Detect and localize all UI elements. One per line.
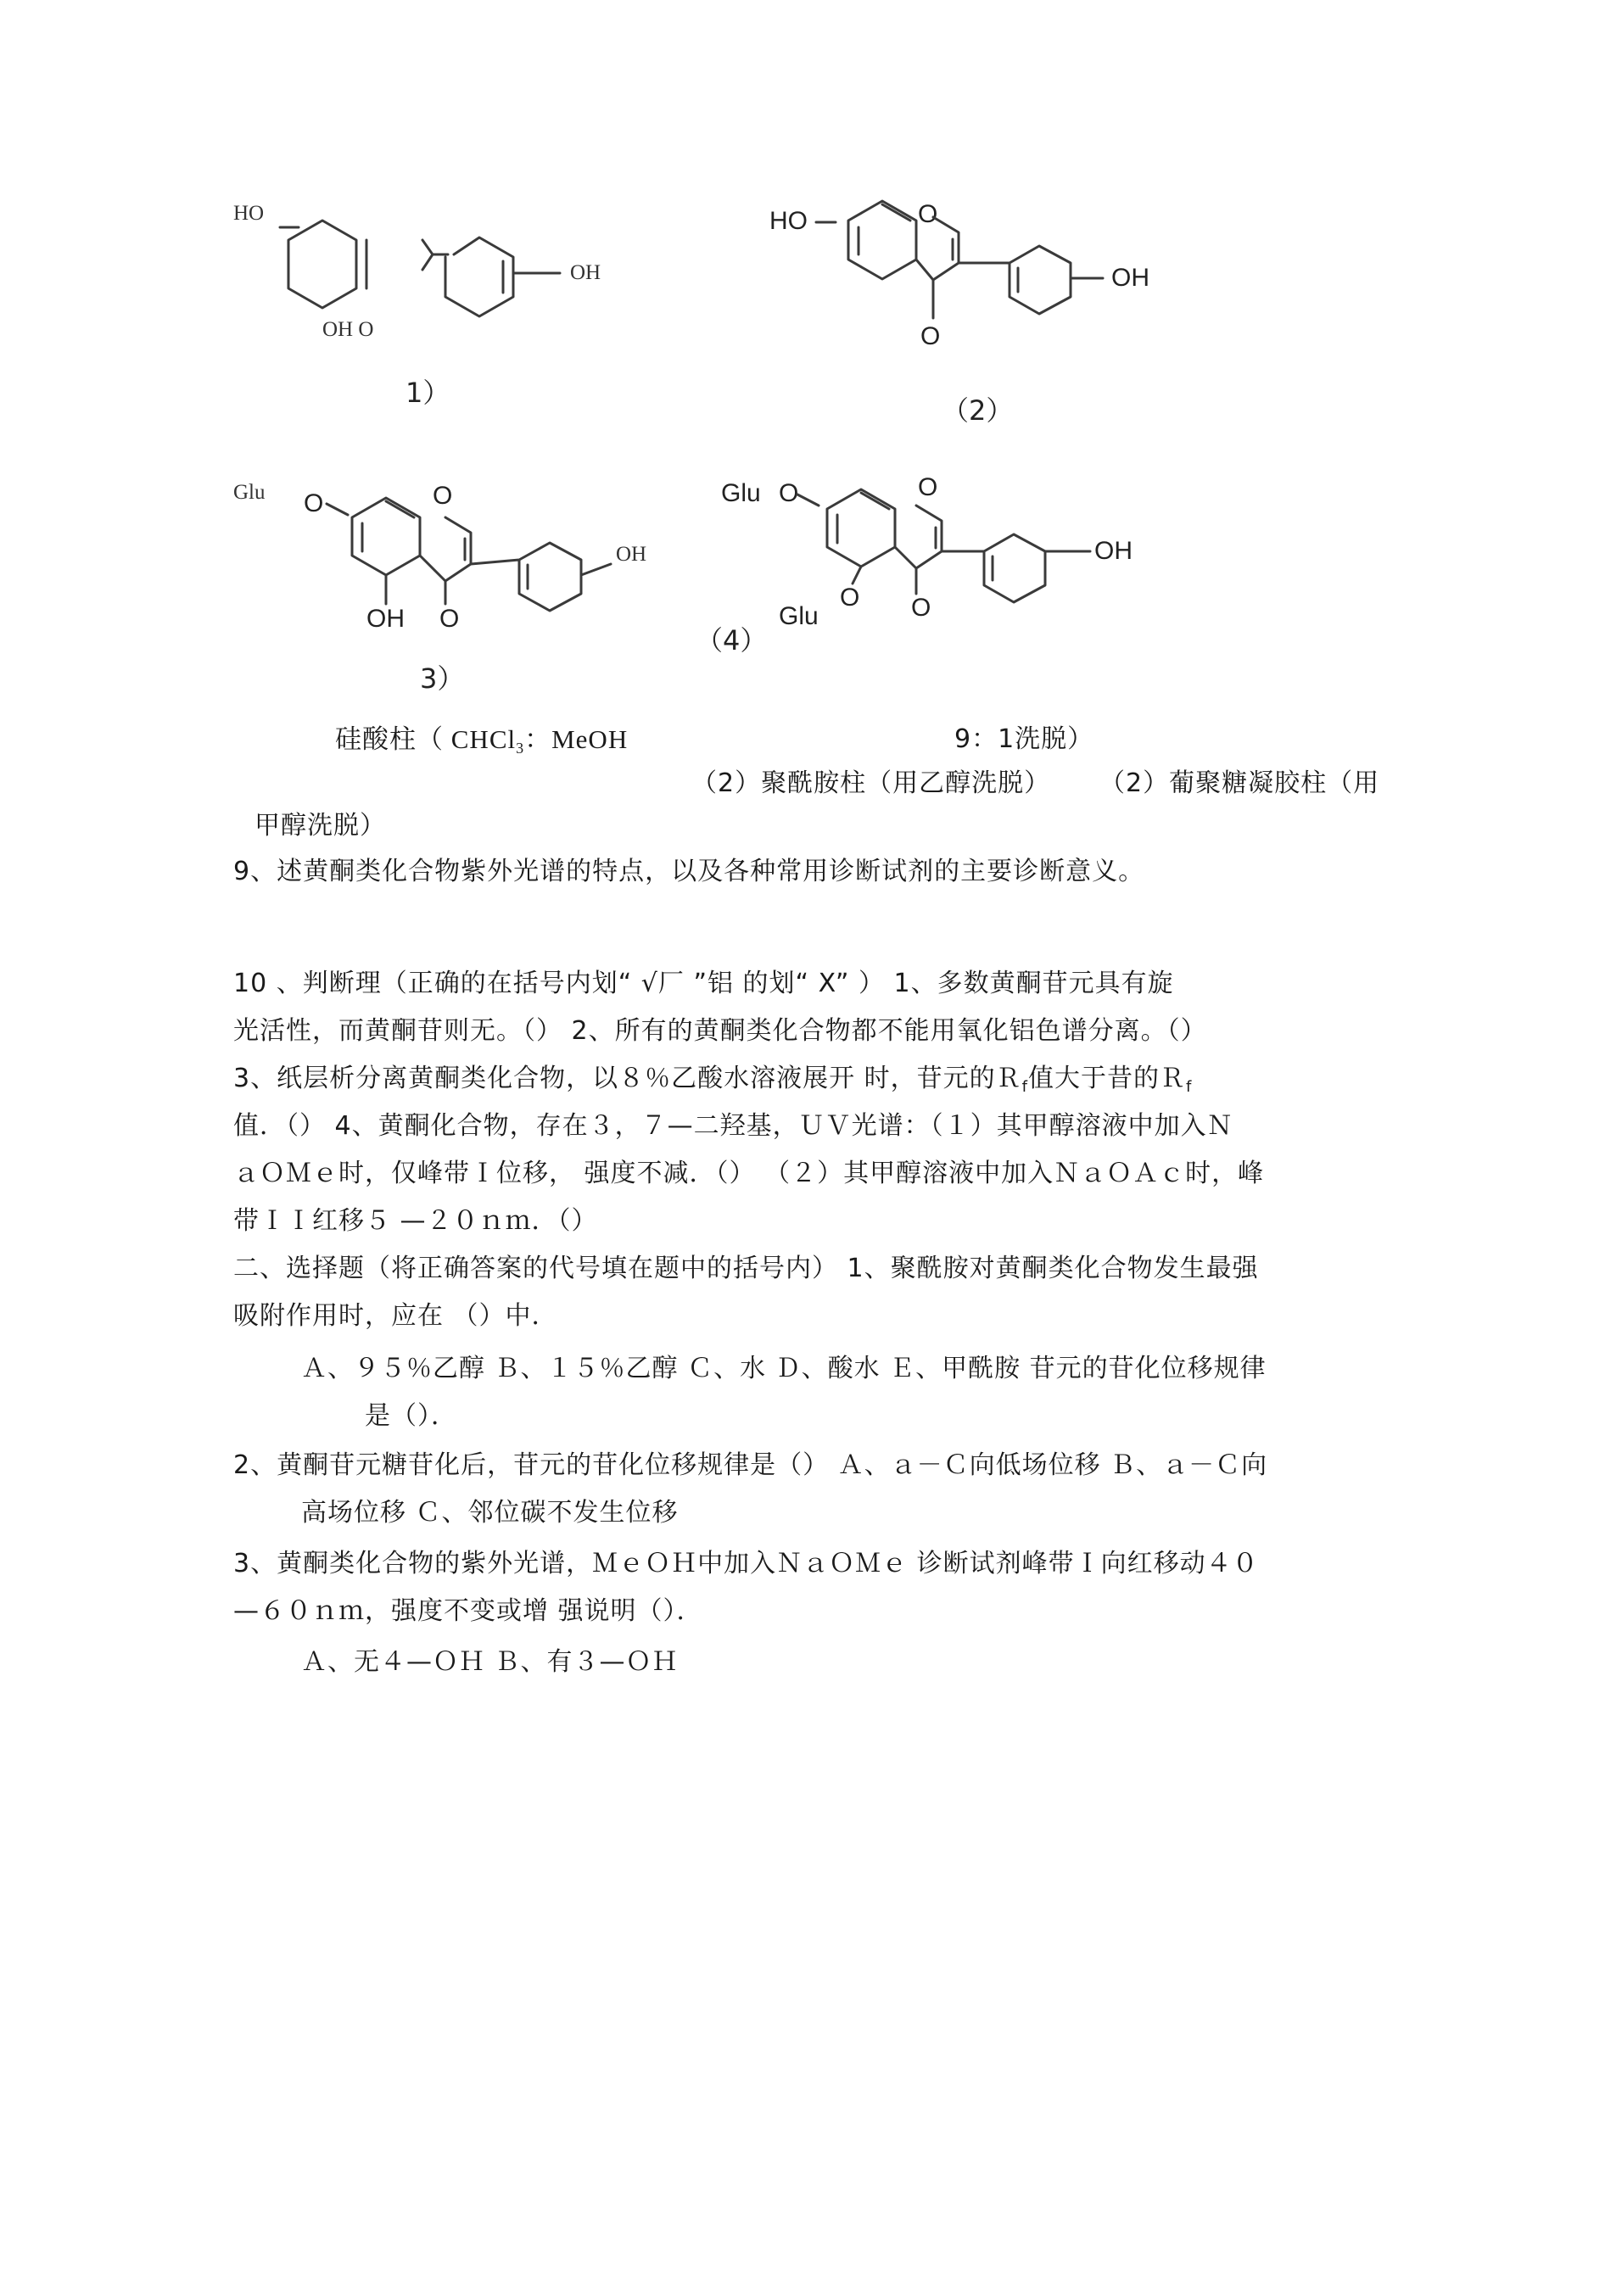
structure-3-caption: 3） — [420, 662, 465, 695]
silica-ratio-text: 9：1洗脱） — [954, 724, 1094, 754]
question-9: 9、述黄酮类化合物紫外光谱的特点，以及各种常用诊断试剂的主要诊断意义。 — [233, 857, 1145, 886]
structure-3-link-o-label: O — [304, 489, 324, 517]
choice-q3: 3、黄酮类化合物的紫外光谱，ＭｅＯＨ中加入ＮａＯＭｅ 诊断试剂峰带Ｉ向红移动４０ — [233, 1549, 1259, 1578]
structure-4-link-o-bottom-label: O — [840, 584, 860, 612]
question-10-line-5: ａＯＭｅ时，仅峰带Ｉ位移， 强度不减．（） （２）其甲醇溶液中加入ＮａＯＡｃ时，峰 — [233, 1159, 1265, 1188]
question-10-line-2: 光活性，而黄酮苷则无。（） 2、所有的黄酮类化合物都不能用氧化铝色谱分离。（） — [233, 1016, 1207, 1046]
silica-suffix: ：MeOH — [524, 724, 629, 754]
structure-3-oh-right-label: OH — [616, 543, 647, 566]
structure-2-caption: （2） — [942, 394, 1014, 427]
silica-prefix: 硅酸柱（ CHCl — [335, 724, 517, 754]
sephadex-column-text-cont: 甲醇洗脱） — [254, 811, 386, 841]
choice-q2: 2、黄酮苷元糖苷化后，苷元的苷化位移规律是（） Ａ、ａ－Ｃ向低场位移 Ｂ、ａ－Ｃ向 — [233, 1450, 1268, 1480]
structure-3-ring-o-label: O — [433, 482, 453, 510]
structure-1-oh-right-label: OH — [570, 261, 601, 284]
structure-4-oh-right-label: OH — [1094, 537, 1133, 565]
structure-4-glu-bottom-label: Glu — [779, 602, 819, 630]
structure-1-oh-bottom-label: OH O — [322, 318, 374, 341]
structure-4-glu-top-label: Glu — [721, 479, 761, 507]
section-2-heading: 二、选择题（将正确答案的代号填在题中的括号内） 1、聚酰胺对黄酮类化合物发生最强 — [233, 1254, 1259, 1283]
structure-1-caption: 1） — [406, 377, 450, 409]
question-10-line-3: 3、纸层析分离黄酮类化合物，以８％乙酸水溶液展开 时，苷元的Ｒ$_f$值大于昔的Ｒ$_f$ — [233, 1064, 1193, 1096]
structure-4-caption: （4） — [696, 624, 768, 656]
structure-3-carbonyl-o-label: O — [439, 605, 460, 633]
silica-column-text — [335, 718, 628, 757]
question-10-line-1: 10 、判断理（正确的在括号内划“ √厂 ”铝 的划“ X” ） 1、多数黄酮苷元具有旋 — [233, 969, 1174, 998]
choice-q1-options-cont: 是（）． — [365, 1401, 457, 1431]
structure-2-ho-label: HO — [769, 207, 808, 235]
question-10-line-4: 值．（） 4、黄酮化合物，存在３，７—二羟基，ＵＶ光谱：（１）其甲醇溶液中加入Ｎ — [233, 1111, 1233, 1141]
structure-1-ho-label: HO — [233, 202, 265, 225]
structure-3-glu-label: Glu — [233, 481, 266, 504]
choice-q2-cont: 高场位移 Ｃ、邻位碳不发生位移 — [301, 1498, 679, 1528]
structure-4-drawing — [0, 0, 1622, 763]
sephadex-column-text: （2）葡聚糖凝胶柱（用 — [1099, 768, 1380, 798]
structure-4-ring-o-label: O — [918, 473, 938, 501]
section-2-heading-cont: 吸附作用时，应在 （）中． — [233, 1301, 558, 1331]
structure-2-ring-o-label: O — [918, 200, 938, 228]
choice-q1-options: Ａ、９５％乙醇 Ｂ、１５％乙醇 Ｃ、水 Ｄ、酸水 Ｅ、甲酰胺 苷元的苷化位移规律 — [301, 1354, 1267, 1383]
choice-q3-cont: —６０ｎｍ，强度不变或增 强说明（）． — [233, 1596, 703, 1626]
structure-2-oh-right-label: OH — [1111, 264, 1149, 292]
silica-subscript: 3 — [516, 740, 525, 757]
structure-2-carbonyl-o-label: O — [920, 322, 941, 350]
choice-q3-options: Ａ、无４—ＯＨ Ｂ、有３—ＯＨ — [301, 1647, 679, 1677]
polyamide-column-text: （2）聚酰胺柱（用乙醇洗脱） — [691, 768, 1051, 798]
structure-4-carbonyl-o-label: O — [911, 594, 931, 622]
structure-4-link-o-top-label: O — [779, 479, 799, 507]
structure-3-oh-bottom-label: OH — [366, 605, 405, 633]
question-10-line-6: 带ＩＩ红移５ —２０ｎｍ．（） — [233, 1206, 598, 1236]
